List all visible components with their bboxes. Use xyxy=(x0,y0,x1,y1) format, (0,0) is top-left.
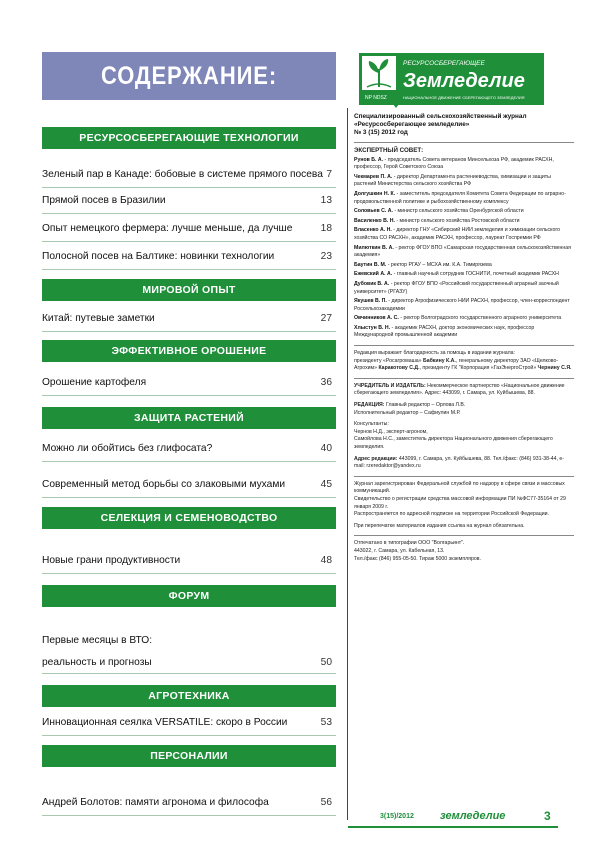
toc-entry-title: Андрей Болотов: памяти агронома и философа xyxy=(42,797,269,808)
council-member xyxy=(354,281,574,296)
council-member-desc: - министр сельского хозяйства Оренбургской области xyxy=(392,208,524,215)
council-member-name: Баутин В. М. xyxy=(354,261,387,268)
registration-2: Свидетельство о регистрации средства массовой информации ПИ №ФС77-35164 от 29 января 2009 г. xyxy=(354,495,566,510)
council-member xyxy=(354,315,574,323)
council-title: ЭКСПЕРТНЫЙ СОВЕТ: xyxy=(354,147,424,154)
footer-brand: земледелие xyxy=(440,810,506,822)
logo-brand: Земледелие xyxy=(403,70,525,92)
council-list xyxy=(354,157,574,340)
page-title: СОДЕРЖАНИЕ: xyxy=(100,61,278,90)
thanks-name-2: Каракотову С.Д. xyxy=(378,365,420,372)
address-info xyxy=(354,456,574,471)
separator xyxy=(354,476,574,477)
toc-entry-page: 23 xyxy=(320,251,332,262)
editorial-info xyxy=(354,402,574,410)
column-divider xyxy=(347,108,348,820)
registration-1: Журнал зарегистрирован Федеральной службой по надзору в сфере связи и массовых коммуникаций. xyxy=(354,480,565,495)
council-member-desc: - академик РАСХН, доктор экономических наук, профессор Международной промышленной академии xyxy=(354,324,535,339)
toc-entry-page: 50 xyxy=(320,657,332,668)
thanks-name-1: Бабкину К.А. xyxy=(422,357,456,364)
toc-entry-title: Зеленый пар в Канаде: бобовые в системе прямого посева xyxy=(42,169,323,180)
toc-divider xyxy=(42,331,336,332)
thanks-role-2: , генеральному директору ЗАО «Щелково-Агрохим» xyxy=(354,357,559,372)
consultant-1: Чернов Н.Д., эксперт-агроном, xyxy=(354,428,428,435)
publisher-info xyxy=(354,383,574,398)
journal-logo xyxy=(359,53,544,105)
separator xyxy=(354,535,574,536)
toc-entry[interactable] xyxy=(42,479,336,493)
toc-entry-page: 45 xyxy=(320,479,332,490)
toc-entry-title: Китай: путевые заметки xyxy=(42,313,155,324)
toc-entry[interactable] xyxy=(42,443,336,457)
page-footer xyxy=(380,808,570,828)
registration-3: Распространяется по адресной подписке на территории Российской Федерации. xyxy=(354,511,549,518)
separator xyxy=(354,378,574,379)
toc-entry-title-cont: реальность и прогнозы xyxy=(42,657,152,668)
thanks-intro: Редакция выражает благодарность за помощь в издании журнала: xyxy=(354,350,515,357)
toc-entry-page: 18 xyxy=(320,223,332,234)
council-member-desc: - главный научный сотрудник ГОСНИТИ, почетный академик РАСХН xyxy=(392,271,559,278)
toc-entry-page: 48 xyxy=(320,555,332,566)
council-member-name: Долгушкин Н. К. xyxy=(354,190,396,197)
toc-entry-title: Орошение картофеля xyxy=(42,377,147,388)
toc-entry-title: Современный метод борьбы со злаковыми мухами xyxy=(42,479,286,490)
toc-entry-title: Новые грани продуктивности xyxy=(42,555,181,566)
logo-abbr: NP NDSZ xyxy=(365,95,387,101)
toc-entry-page: 7 xyxy=(326,169,332,180)
section-header: АГРОТЕХНИКА xyxy=(42,685,336,707)
toc-entry[interactable] xyxy=(42,635,336,671)
toc-entry[interactable] xyxy=(42,195,336,209)
toc-entry-title: Инновационная сеялка VERSATILE: скоро в России xyxy=(42,717,288,728)
toc-divider xyxy=(42,269,336,270)
section-header: ПЕРСОНАЛИИ xyxy=(42,745,336,767)
toc-entry-page: 53 xyxy=(320,717,332,728)
masthead-column xyxy=(354,113,574,563)
journal-type: Специализированный сельскохозяйственный журнал xyxy=(354,113,527,120)
council-member-name: Милюткин В. А. xyxy=(354,244,394,251)
council-member xyxy=(354,157,574,172)
toc-entry-title: Прямой посев в Бразилии xyxy=(42,195,166,206)
toc-divider xyxy=(42,673,336,674)
council-member-name: Ежевский А. А. xyxy=(354,271,393,278)
toc-entry[interactable] xyxy=(42,555,336,569)
thanks-role-1: президенту «Росагромаша» xyxy=(354,357,423,364)
logo-tagline: НАЦИОНАЛЬНОЕ ДВИЖЕНИЕ СБЕРЕГАЮЩЕГО ЗЕМЛЕДЕЛИЯ xyxy=(403,95,525,100)
consultants-label: Консультанты: xyxy=(354,421,389,428)
council-member xyxy=(354,191,574,206)
toc-entry[interactable] xyxy=(42,377,336,391)
council-member xyxy=(354,208,574,216)
print-3: Тел./факс (846) 955-05-50. Тираж 5000 экземпляров. xyxy=(354,555,481,562)
council-member xyxy=(354,325,574,340)
toc-divider xyxy=(42,213,336,214)
toc-entry-page: 40 xyxy=(320,443,332,454)
council-member xyxy=(354,298,574,313)
editorial-text: Главный редактор – Орлова Л.В. xyxy=(384,402,466,409)
page-title-banner xyxy=(42,52,336,100)
council-member xyxy=(354,245,574,260)
council-member-desc: - председатель Совета ветеранов Минсельхоза РФ, академик РАСХН, профессор, Герой Советского Союза xyxy=(354,156,554,171)
toc-entry-title: Можно ли обойтись без глифосата? xyxy=(42,443,213,454)
publisher-label: УЧРЕДИТЕЛЬ И ИЗДАТЕЛЬ: xyxy=(354,382,426,389)
toc-divider xyxy=(42,461,336,462)
toc-entry[interactable] xyxy=(42,169,336,183)
thanks-role-3: , президенту ГК "Корпорация «ГазЭнергоСтрой» xyxy=(419,365,538,372)
council-member-name: Соловьев С. А. xyxy=(354,208,393,215)
toc-divider xyxy=(42,497,336,498)
section-header: ЭФФЕКТИВНОЕ ОРОШЕНИЕ xyxy=(42,340,336,362)
editorial-exec: Исполнительный редактор – Сафиулин М.Р. xyxy=(354,409,461,416)
toc-entry-page: 56 xyxy=(320,797,332,808)
toc-divider xyxy=(42,815,336,816)
council-member-name: Овчинников А. С. xyxy=(354,315,399,322)
toc-divider xyxy=(42,395,336,396)
council-member xyxy=(354,174,574,189)
logo-pointer xyxy=(390,100,402,108)
toc-divider xyxy=(42,187,336,188)
council-member xyxy=(354,218,574,226)
council-member-desc: - министр сельского хозяйства Ростовской области xyxy=(394,217,520,224)
council-member-name: Якушев В. П. xyxy=(354,298,387,305)
thanks-text xyxy=(354,358,574,373)
logo-small: РЕСУРСОСБЕРЕГАЮЩЕЕ xyxy=(403,60,485,67)
address-text: 443099, г. Самара, ул. Куйбышева, 88. Тел./факс: (846) 931-38-44, e-mail: rzeredaktor@yandex.ru xyxy=(354,455,564,470)
toc-entry-page: 36 xyxy=(320,377,332,388)
council-member-name: Хлыстун В. Н. xyxy=(354,324,391,331)
council-member-desc: - ректор ФГОУ ВПО «Самарская государственная сельскохозяйственная академия» xyxy=(354,244,571,259)
section-header: СЕЛЕКЦИЯ И СЕМЕНОВОДСТВО xyxy=(42,507,336,529)
council-member-desc: - ректор ФГОУ ВПО «Российский государственный аграрный заочный университет» (РГАЗУ) xyxy=(354,280,559,295)
reprint-note: При перепечатке материалов издания ссылка на журнал обязательна. xyxy=(354,522,525,529)
section-header: МИРОВОЙ ОПЫТ xyxy=(42,279,336,301)
toc-divider xyxy=(42,573,336,574)
address-label: Адрес редакции: xyxy=(354,455,398,462)
council-member-desc: - ректор РГАУ – МСХА им. К.А. Тимирязева xyxy=(386,261,492,268)
section-header: ФОРУМ xyxy=(42,585,336,607)
toc-entry-title: Первые месяцы в ВТО: xyxy=(42,635,153,646)
toc-divider xyxy=(42,241,336,242)
footer-rule xyxy=(348,826,558,828)
toc-entry-page: 13 xyxy=(320,195,332,206)
toc-entry[interactable] xyxy=(42,251,336,265)
council-member-desc: - директор Агрофизического НИИ РАСХН, профессор, член-корреспондент Россельхозакадемии xyxy=(354,298,570,312)
council-member xyxy=(354,262,574,270)
toc-entry[interactable] xyxy=(42,717,336,731)
toc-entry-title: Полосной посев на Балтике: новинки технологии xyxy=(42,251,275,262)
toc-entry-page: 27 xyxy=(320,313,332,324)
council-member xyxy=(354,227,574,242)
publisher-text: Некоммерческое партнерство «Национальное движение сберегающего земледелия». Адрес: 443099, г. Самара, ул. Куйбышева, 88. xyxy=(354,382,565,397)
council-member-desc: - директор Департамента растениеводства, химизации и защиты растений Министерства сельского хозяйства РФ xyxy=(354,173,551,188)
council-member-name: Власенко А. Н. xyxy=(354,227,392,234)
toc-entry[interactable] xyxy=(42,797,336,811)
section-header: ЗАЩИТА РАСТЕНИЙ xyxy=(42,407,336,429)
council-member-desc: - заместитель председателя Комитета Совета Федерации по аграрно-продовольственной политике и рыбохозяйственному комплексу xyxy=(354,190,566,205)
council-member-name: Василенко В. Н. xyxy=(354,217,395,224)
council-member-name: Рунов Б. А. xyxy=(354,156,384,163)
council-member-desc: - ректор Волгоградского государственного аграрного университета xyxy=(398,315,562,322)
toc-entry[interactable] xyxy=(42,223,336,237)
footer-issue: 3(15)/2012 xyxy=(380,813,414,820)
editorial-label: РЕДАКЦИЯ: xyxy=(354,402,385,409)
toc-entry-title: Опыт немецкого фермера: лучше меньше, да лучше xyxy=(42,223,293,234)
council-member-name: Чекмарев П. А. xyxy=(354,173,393,180)
page-number: 3 xyxy=(544,809,551,823)
toc-divider xyxy=(42,735,336,736)
journal-name: «Ресурсосберегающее земледелие» xyxy=(354,121,470,128)
print-1: Отпечатано в типографии ООО "Волгарьинт". xyxy=(354,540,465,547)
separator xyxy=(354,142,574,143)
consultant-2: Самойлова Н.С., заместитель директора Национального движения сберегающего земледелия. xyxy=(354,436,553,450)
section-header: РЕСУРСОСБЕРЕГАЮЩИЕ ТЕХНОЛОГИИ xyxy=(42,127,336,149)
council-member-name: Дубовик В. А. xyxy=(354,280,390,287)
separator xyxy=(354,345,574,346)
council-member-desc: - директор ГНУ «Сибирский НИИ земледелия и химизации сельского хозяйства СО РАСХН», академик РАСХН, профессор, лауреат Госпремии РФ xyxy=(354,227,561,241)
thanks-name-3: Чернину С.Я. xyxy=(537,365,572,372)
journal-issue: № 3 (15) 2012 год xyxy=(354,129,408,136)
toc-entry[interactable] xyxy=(42,313,336,327)
print-2: 443022, г. Самара, ул. Кабельная, 13. xyxy=(354,547,445,554)
council-member xyxy=(354,271,574,279)
